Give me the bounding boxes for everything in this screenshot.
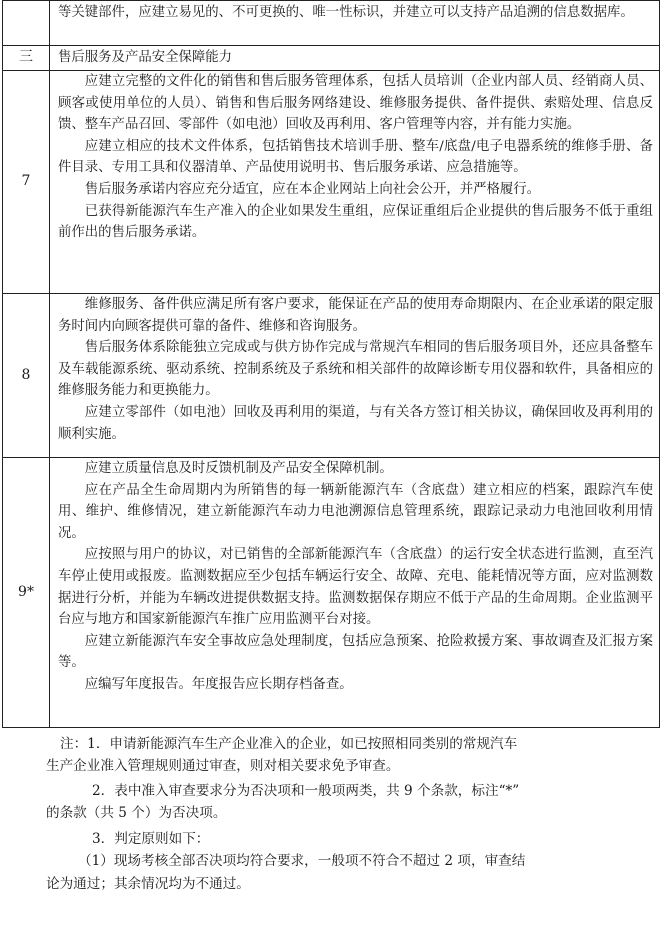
row-content-cell — [50, 458, 660, 728]
row-content-cell — [50, 1, 660, 46]
paragraph: 售后服务承诺内容应充分适宜，应在本企业网站上向社会公开，并严格履行。 — [84, 181, 541, 197]
note-4-line-2: 论为通过；其余情况均为不通过。 — [46, 875, 250, 892]
note-2-line-2: 的条款（共 5 个）为否决项。 — [46, 804, 227, 821]
requirements-table — [2, 0, 660, 728]
paragraph: 应建立新能源汽车安全事故应急处理制度，包括应急预案、抢险救援方案、事故调查及汇报方案等。 — [58, 633, 653, 671]
row-content-cell — [50, 294, 660, 458]
paragraph: 应建立相应的技术文件体系，包括销售技术培训手册、整车/底盘/电子电器系统的维修手册、备件目录、专用工具和仪器清单、产品使用说明书、售后服务承诺、应急措施等。 — [58, 138, 653, 176]
section-title: 售后服务及产品安全保障能力 — [50, 46, 660, 71]
table-row — [3, 1, 660, 46]
table-row — [3, 71, 660, 294]
paragraph: 应在产品全生命周期内为所销售的每一辆新能源汽车（含底盘）建立相应的档案，跟踪汽车使用、维护、维修情况，建立新能源汽车动力电池溯源信息管理系统，跟踪记录动力电池回收利用情况。 — [58, 482, 653, 541]
table-notes — [0, 733, 664, 895]
row-number: 8 — [3, 294, 50, 458]
note-1-line-2: 生产企业准入管理规则通过审查，则对相关要求免予审查。 — [46, 758, 400, 775]
paragraph: 售后服务体系除能独立完成或与供方协作完成与常规汽车相同的售后服务项目外，还应具备整车及车载能源系统、驱动系统、控制系统及子系统和相关部件的故障诊断专用仪器和软件，具备相应的维修服务能力和更换能力。 — [58, 340, 653, 399]
section-header-row — [3, 46, 660, 71]
paragraph: 维修服务、备件供应满足所有客户要求，能保证在产品的使用寿命期限内、在企业承诺的限定服务时间内向顾客提供可靠的备件、维修和咨询服务。 — [58, 297, 653, 334]
note-1-line-1: 注：1．申请新能源汽车生产企业准入的企业，如已按照相同类别的常规汽车 — [60, 736, 518, 752]
paragraph: 已获得新能源汽车生产准入的企业如果发生重组，应保证重组后企业提供的售后服务不低于重组前作出的售后服务承诺。 — [58, 203, 653, 241]
paragraph: 应按照与用户的协议，对已销售的全部新能源汽车（含底盘）的运行安全状态进行监测，直至汽车停止使用或报废。监测数据应至少包括车辆运行安全、故障、充电、能耗情况等方面，应对监测数据进行分析，并能为车辆改进提供数据支持。监测数据保存期应不低于产品的生命周期。企业监测平台应与地方和国家新能源汽车推广应用监测平台对接。 — [58, 547, 653, 628]
note-2-line-1: 2．表中准入审查要求分为否决项和一般项两类，共 9 个条款，标注“*” — [92, 782, 520, 799]
note-3: 3．判定原则如下： — [92, 831, 210, 848]
note-4-line-1: （1）现场考核全部否决项均符合要求，一般项不符合不超过 2 项，审查结 — [78, 853, 526, 870]
paragraph: 等关键部件，应建立易见的、不可更换的、唯一性标识，并建立可以支持产品追溯的信息数据库。 — [58, 5, 634, 20]
table-row — [3, 294, 660, 458]
row-number: 9* — [3, 458, 50, 728]
row-content-cell — [50, 71, 660, 294]
section-number: 三 — [3, 46, 50, 71]
paragraph: 应建立质量信息及时反馈机制及产品安全保障机制。 — [84, 461, 393, 476]
paragraph: 应编写年度报告。年度报告应长期存档备查。 — [84, 676, 353, 692]
paragraph: 应建立零部件（如电池）回收及再利用的渠道，与有关各方签订相关协议，确保回收及再利用的顺利实施。 — [58, 404, 653, 442]
paragraph: 应建立完整的文件化的销售和售后服务管理体系，包括人员培训（企业内部人员、经销商人员、顾客或使用单位的人员）、销售和售后服务网络建设、维修服务提供、备件提供、索赔处理、信息反馈、整车产品召回、零部件（如电池）回收及再利用、客户管理等内容，并有能力实施。 — [58, 74, 653, 133]
row-number-cell — [3, 1, 50, 46]
row-number: 7 — [3, 71, 50, 294]
table-row — [3, 458, 660, 728]
